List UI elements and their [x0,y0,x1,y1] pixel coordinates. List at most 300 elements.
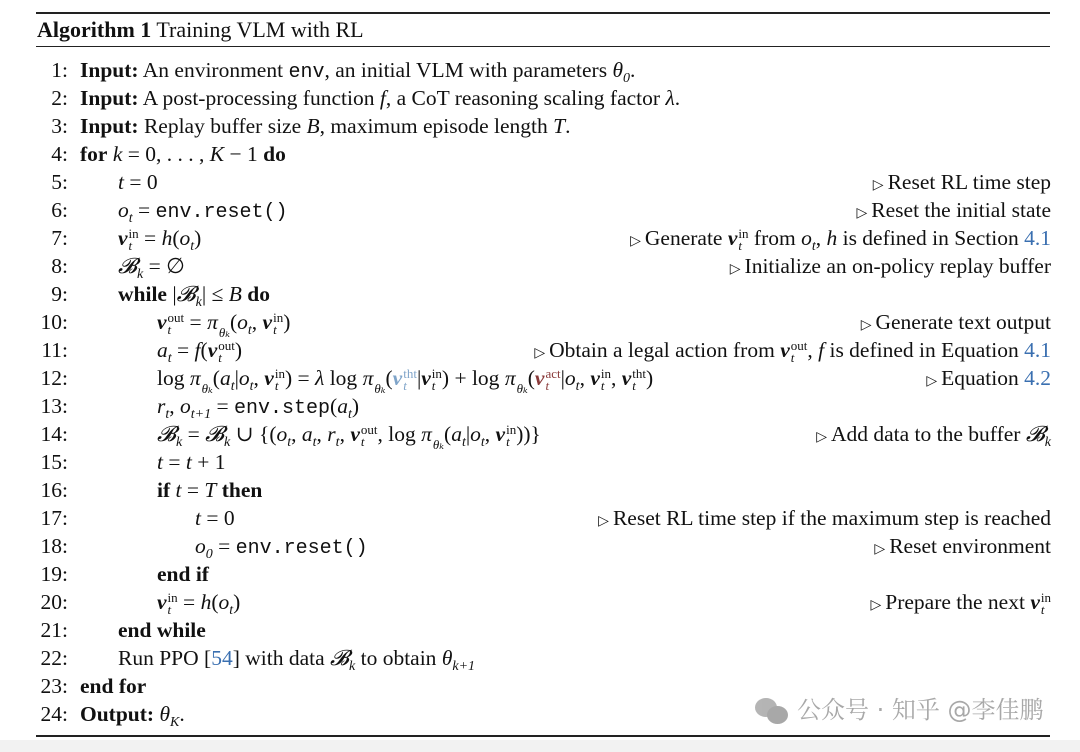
text: ) [194,226,202,250]
scripts [791,340,808,364]
text: Reset RL time step if the maximum step is reached [612,506,1051,530]
text: f [818,338,825,362]
text: from [748,226,802,250]
text: = [171,338,195,362]
comment-triangle-icon: ▷ [874,542,886,557]
text: | [560,366,565,390]
text: | [416,366,422,390]
code-text: env [288,61,325,84]
reference-link[interactable]: 54 [211,646,233,670]
text: | [465,422,471,446]
superscript: out [218,338,235,354]
reference-link[interactable]: 4.2 [1024,366,1051,390]
text: = [177,590,201,614]
bottom-rule [36,735,1050,737]
algorithm-line [0,280,1080,308]
line-number: 21: [40,618,68,642]
symbol-base: v [590,366,600,390]
symbol-base: v [157,590,167,614]
algorithm-line [0,616,1080,644]
symbol-base: v [118,226,128,250]
line-number: 6: [51,198,68,222]
code-text: env.step [234,397,331,420]
text: t [480,435,485,450]
text: o [195,534,206,558]
superscript: tht [632,366,647,382]
text: t [575,379,580,394]
text: while [118,282,167,306]
text: o [238,366,250,390]
text: + 1 [191,450,226,474]
text: λ [665,86,675,110]
watermark [755,690,1044,725]
text: = [162,450,186,474]
text: 0 [205,547,213,562]
scripts [129,228,139,252]
text: , [484,422,496,446]
text: t [247,323,252,338]
text: t [249,379,254,394]
scripts [632,368,646,392]
reference-link[interactable]: 4.1 [1024,226,1051,250]
text: = [211,394,234,418]
line-number: 10: [40,310,68,334]
symbol-base: v [780,338,790,362]
line-number: 11: [41,338,68,362]
text: K [170,715,180,730]
superscript: out [360,422,378,438]
text: , a CoT reasoning scaling factor [385,86,666,110]
vector-symbol [208,336,235,364]
top-rule [36,12,1050,14]
text: = 0 [200,506,235,530]
text: a [451,422,462,446]
policy-symbol [190,364,213,395]
text: ( [385,366,393,390]
comment-triangle-icon: ▷ [598,514,609,529]
text: r [327,422,336,446]
scripts [168,312,185,336]
text: k [175,435,183,450]
text: , [169,394,181,418]
footer-strip [0,740,1080,752]
line-number: 17: [40,506,68,530]
code-text: env.reset() [235,537,368,560]
comment-triangle-icon: ▷ [926,374,938,389]
text: Add data to the buffer [830,422,1026,446]
line-number: 12: [40,366,68,390]
text: t [347,407,352,422]
text: , maximum episode length [319,114,554,138]
text: , [339,422,351,446]
comment-triangle-icon: ▷ [870,598,882,613]
line-number: 4: [51,142,68,166]
algorithm-caption [37,16,364,44]
algorithm-line [0,112,1080,140]
line-number: 9: [51,282,68,306]
text: o [564,366,576,390]
superscript: in [274,366,285,382]
text: if [157,478,171,502]
text: h [161,226,173,250]
reference-link[interactable]: 4.1 [1024,338,1051,362]
algorithm-line [0,168,1080,196]
symbol-base: v [262,310,273,334]
text: t [175,478,182,502]
text: is defined in Section [837,226,1025,250]
vector-symbol [157,308,184,336]
subscript: θₖ [432,437,445,452]
text: K [209,142,225,166]
algorithm-line [0,560,1080,588]
line-number: 18: [40,534,68,558]
text: t [118,170,124,194]
symbol-base: π [189,366,201,390]
text: o [179,226,191,250]
scripts [601,368,611,392]
text: t [165,407,170,422]
symbol-base: π [207,310,218,334]
text: a [337,394,348,418]
text: | ≤ [201,282,229,306]
line-number: 22: [40,646,68,670]
text: , [579,366,591,390]
text: = [132,198,156,222]
text: | [166,282,177,306]
text: t [128,211,133,226]
caption-rule [36,46,1050,47]
scripts [275,368,285,392]
subscript: t [431,378,436,394]
text: T [204,478,217,502]
superscript: act [545,366,561,382]
symbol-base: v [1030,590,1040,614]
scripts [403,368,417,392]
text: o [276,422,288,446]
line-number: 5: [51,170,68,194]
text: 𝓑 [205,422,225,446]
text: An environment [138,58,289,82]
text: , [610,366,622,390]
superscript: in [431,366,442,382]
text: t [461,435,466,450]
text: θ [159,702,171,726]
text: t [157,450,163,474]
symbol-base: v [207,338,218,362]
text: , [291,422,302,446]
text: 𝓑 [157,422,176,446]
algorithm-body [0,56,1080,728]
superscript: in [167,590,178,606]
algorithm-line [0,504,1080,532]
subscript: t [545,378,550,394]
comment-triangle-icon: ▷ [729,262,741,277]
vector-symbol [728,224,749,252]
text: k [136,267,144,282]
text: ) [646,366,654,390]
text: o [237,310,248,334]
line-number: 14: [40,422,68,446]
text: Generate [644,226,728,250]
text: h [200,590,212,614]
text: , log [377,422,422,446]
text: = 0, . . . , [122,142,210,166]
text: a [301,422,313,446]
text: ( [211,590,219,614]
text: , [251,310,263,334]
line-number: 7: [51,226,68,250]
policy-symbol [421,420,444,451]
subscript: t [167,322,172,338]
text: r [157,394,166,418]
superscript: in [738,226,749,242]
text: ) [234,338,243,362]
text: ( [200,338,208,362]
text: B [306,114,320,138]
text: end while [118,618,206,642]
vector-symbol [264,364,285,392]
text: log [324,366,363,390]
superscript: in [506,422,517,438]
text: Initialize an on-policy replay buffer [744,254,1051,278]
text: then [221,478,263,502]
scripts [432,368,442,392]
text: t [230,379,235,394]
algorithm-line [0,448,1080,476]
line-number: 15: [40,450,68,474]
text: λ [315,366,325,390]
text: 𝓑 [1025,422,1045,446]
text: k [195,295,202,310]
scripts [506,424,516,448]
text: to obtain [355,646,442,670]
line-content [157,476,262,504]
text: Generate text output [875,310,1051,334]
text: is defined in Equation [824,338,1025,362]
vector-symbol [350,420,377,448]
line-number: 16: [40,478,68,502]
text: Equation [941,366,1025,390]
scripts [218,340,235,364]
text: . [630,58,636,82]
text: f [194,338,201,362]
text: | [234,366,239,390]
line-number: 13: [40,394,68,418]
text: . [565,114,571,138]
superscript: tht [403,366,417,382]
code-text: env.reset() [155,201,288,224]
subscript: t [218,350,222,366]
vector-symbol [157,588,178,616]
algorithm-line [0,532,1080,560]
text: f [379,86,386,110]
line-number: 1: [51,58,68,82]
text: ) = [284,366,316,390]
policy-symbol [505,364,528,395]
text: Replay buffer size [138,114,307,138]
text: Reset environment [889,534,1051,558]
text: ∪ {( [230,422,277,446]
text: ) [233,590,241,614]
symbol-base: v [534,366,545,390]
text: t [185,450,192,474]
algorithm-line [0,252,1080,280]
text: , an initial VLM with parameters [324,58,613,82]
symbol-base: v [392,366,403,390]
superscript: in [128,226,139,242]
line-number: 3: [51,114,68,138]
subscript: t [790,350,795,366]
algorithm-line [0,336,1080,364]
vector-symbol [393,364,417,392]
text: = [182,422,206,446]
algorithm-line [0,140,1080,168]
scripts [361,424,378,448]
text: Input: [80,86,139,110]
text: ))} [516,422,541,446]
scripts [545,368,560,392]
text: 𝓑 [118,254,137,278]
text: t [811,239,816,254]
algorithm-line [0,420,1080,452]
subscript: θₖ [374,381,386,396]
algorithm-line [0,644,1080,672]
text: o [470,422,481,446]
text: = [212,534,236,558]
text: , [815,226,827,250]
text: end for [80,674,147,698]
text: θ [441,646,453,670]
comment-triangle-icon: ▷ [630,234,641,249]
text: = 0 [123,170,158,194]
text: , [807,338,819,362]
line-content [118,168,158,196]
line-number: 24: [40,702,68,726]
line-number: 19: [40,562,68,586]
vector-symbol [118,224,139,252]
text: Obtain a legal action from [549,338,781,362]
scripts [738,228,748,252]
line-content [118,616,206,644]
line-number: 2: [51,86,68,110]
text: ) + log [441,366,505,390]
scripts [168,592,178,616]
text: o [218,590,230,614]
line-content [157,448,226,476]
text: A post-processing function [138,86,380,110]
text: Reset the initial state [871,198,1051,222]
comment-triangle-icon: ▷ [856,206,868,221]
text: k [112,142,123,166]
policy-symbol [363,364,386,395]
line-number: 23: [40,674,68,698]
algorithm-line [0,84,1080,112]
superscript: in [273,310,284,326]
vector-symbol [780,336,807,364]
text: k [224,435,231,450]
comment-triangle-icon: ▷ [860,318,872,333]
superscript: in [600,366,611,382]
text: t [229,603,234,618]
text: B [228,282,242,306]
text: 𝓑 [176,282,196,306]
vector-symbol [421,364,442,392]
vector-symbol [622,364,646,392]
text: ( [444,422,452,446]
text: ( [527,366,535,390]
text: Input: [80,114,139,138]
comment-triangle-icon: ▷ [816,430,827,445]
text: 0 [623,71,631,86]
text: Input: [80,58,139,82]
text: ] with data [232,646,331,670]
subscript: t [632,378,636,394]
text: a [219,366,231,390]
text: Output: [80,702,155,726]
algorithm-line [0,224,1080,252]
symbol-base: v [727,226,738,250]
vector-symbol [590,364,611,392]
text: k+1 [452,659,476,674]
text: T [553,114,566,138]
scripts [273,312,283,336]
subscript: t [167,602,172,618]
text: t [190,239,195,254]
superscript: in [1040,590,1051,606]
subscript: t [128,238,133,254]
text: do [247,282,270,306]
text: o [801,226,812,250]
text: end if [157,562,209,586]
text: . [674,86,681,110]
subscript: θₖ [516,381,528,396]
policy-symbol [207,308,230,339]
algorithm-line [0,196,1080,224]
text: , [253,366,265,390]
text: k [1044,435,1051,450]
text: ( [212,366,220,390]
algorithm-title: Training VLM with RL [156,17,364,42]
text: ) [283,310,291,334]
text: ( [172,226,180,250]
text: = [184,310,208,334]
text: , [316,422,328,446]
subscript: t [506,434,510,450]
text: Run PPO [ [118,646,212,670]
text: ) [351,394,359,418]
text: = [138,226,162,250]
subscript: t [600,378,605,394]
scripts [1041,592,1051,616]
text: ( [330,394,338,418]
line-content [80,700,185,737]
text: 𝓑 [330,646,349,670]
subscript: t [738,238,743,254]
line-content [157,560,209,588]
symbol-base: v [495,422,506,446]
algorithm-line [0,308,1080,340]
algorithm-line [0,364,1080,396]
vector-symbol [535,364,561,392]
algorithm-line [0,392,1080,420]
symbol-base: v [621,366,632,390]
line-content [80,84,680,112]
text: log [157,366,190,390]
text: t+1 [190,407,212,422]
algorithm-line [0,588,1080,616]
wechat-icon [755,698,789,724]
line-number: 20: [40,590,68,614]
